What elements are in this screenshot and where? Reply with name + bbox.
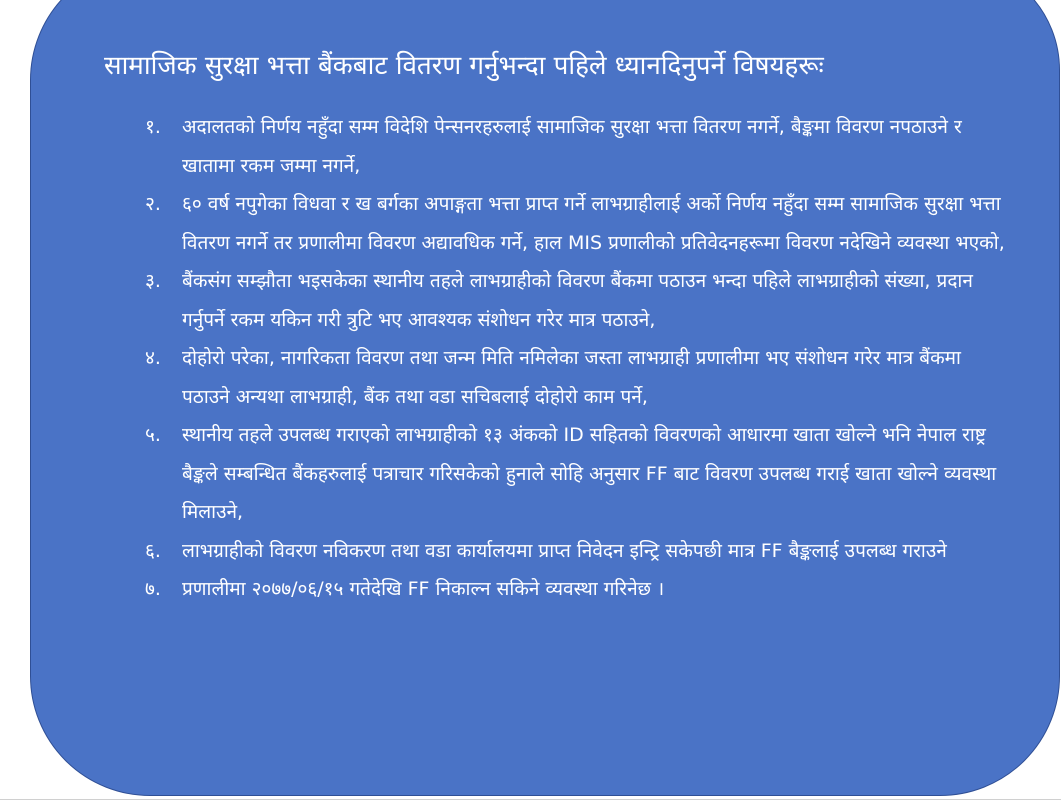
item-text: लाभग्राहीको विवरण नविकरण तथा वडा कार्यालयमा प्राप्त निवेदन इन्ट्रि सकेपछी मात्र FF बैङ्कलाई उपलब्ध गराउने	[182, 539, 947, 562]
list-item	[145, 262, 1005, 339]
item-number: १.	[145, 116, 161, 138]
list-item	[145, 532, 1005, 571]
item-text: दोहोरो परेका, नागरिकता विवरण तथा जन्म मिति नमिलेका जस्ता लाभग्राही प्रणालीमा भए संशोधन गरेर मात्र बैंकमा पठाउने अन्यथा लाभग्राही, बैंक तथा वडा सचिबलाई दोहोरो काम पर्ने,	[182, 347, 961, 408]
bottom-divider	[0, 799, 1061, 800]
item-text: बैंकसंग सम्झौता भइसकेका स्थानीय तहले लाभग्राहीको विवरण बैंकमा पठाउन भन्दा पहिले लाभग्राहीको संख्या, प्रदान गर्नुपर्ने रकम यकिन गरी त्रुटि भए आवश्यक संशोधन गरेर मात्र पठाउने,	[182, 270, 973, 331]
list-item	[145, 185, 1005, 262]
item-number: ४.	[145, 347, 161, 369]
points-list	[145, 108, 1005, 609]
item-number: ५.	[145, 424, 161, 446]
list-item	[145, 416, 1005, 532]
item-text: ६० वर्ष नपुगेका विधवा र ख बर्गका अपाङ्गता भत्ता प्राप्त गर्ने लाभग्राहीलाई अर्को निर्णय नहुँदा सम्म सामाजिक सुरक्षा भत्ता वितरण नगर्ने तर प्रणालीमा विवरण अद्यावधिक गर्ने, हाल MIS प्रणालीको प्रतिवेदनहरूमा विवरण नदेखिने व्यवस्था भएको,	[182, 193, 1005, 254]
slide-title: सामाजिक सुरक्षा भत्ता बैंकबाट वितरण गर्नुभन्दा पहिले ध्यानदिनुपर्ने विषयहरूः	[104, 51, 824, 81]
item-number: ७.	[145, 578, 161, 600]
list-item	[145, 339, 1005, 416]
item-text: अदालतको निर्णय नहुँदा सम्म विदेशि पेन्सनरहरुलाई सामाजिक सुरक्षा भत्ता वितरण नगर्ने, बैङ्कमा विवरण नपठाउने र खातामा रकम जम्मा नगर्ने,	[182, 116, 962, 177]
item-number: ६.	[145, 539, 161, 562]
item-number: ३.	[145, 270, 161, 292]
item-text: प्रणालीमा २०७७/०६/१५ गतेदेखि FF निकाल्न सकिने व्यवस्था गरिनेछ ।	[182, 578, 665, 600]
item-text: स्थानीय तहले उपलब्ध गराएको लाभग्राहीको १३ अंकको ID सहितको विवरणको आधारमा खाता खोल्ने भनि नेपाल राष्ट्र बैङ्कले सम्बन्धित बैंकहरुलाई पत्राचार गरिसकेको हुनाले सोहि अनुसार FF बाट विवरण उपलब्ध गराई खाता खोल्ने व्यवस्था मिलाउने,	[182, 424, 997, 523]
list-item	[145, 570, 1005, 609]
item-number: २.	[145, 193, 161, 215]
list-item	[145, 108, 1005, 185]
